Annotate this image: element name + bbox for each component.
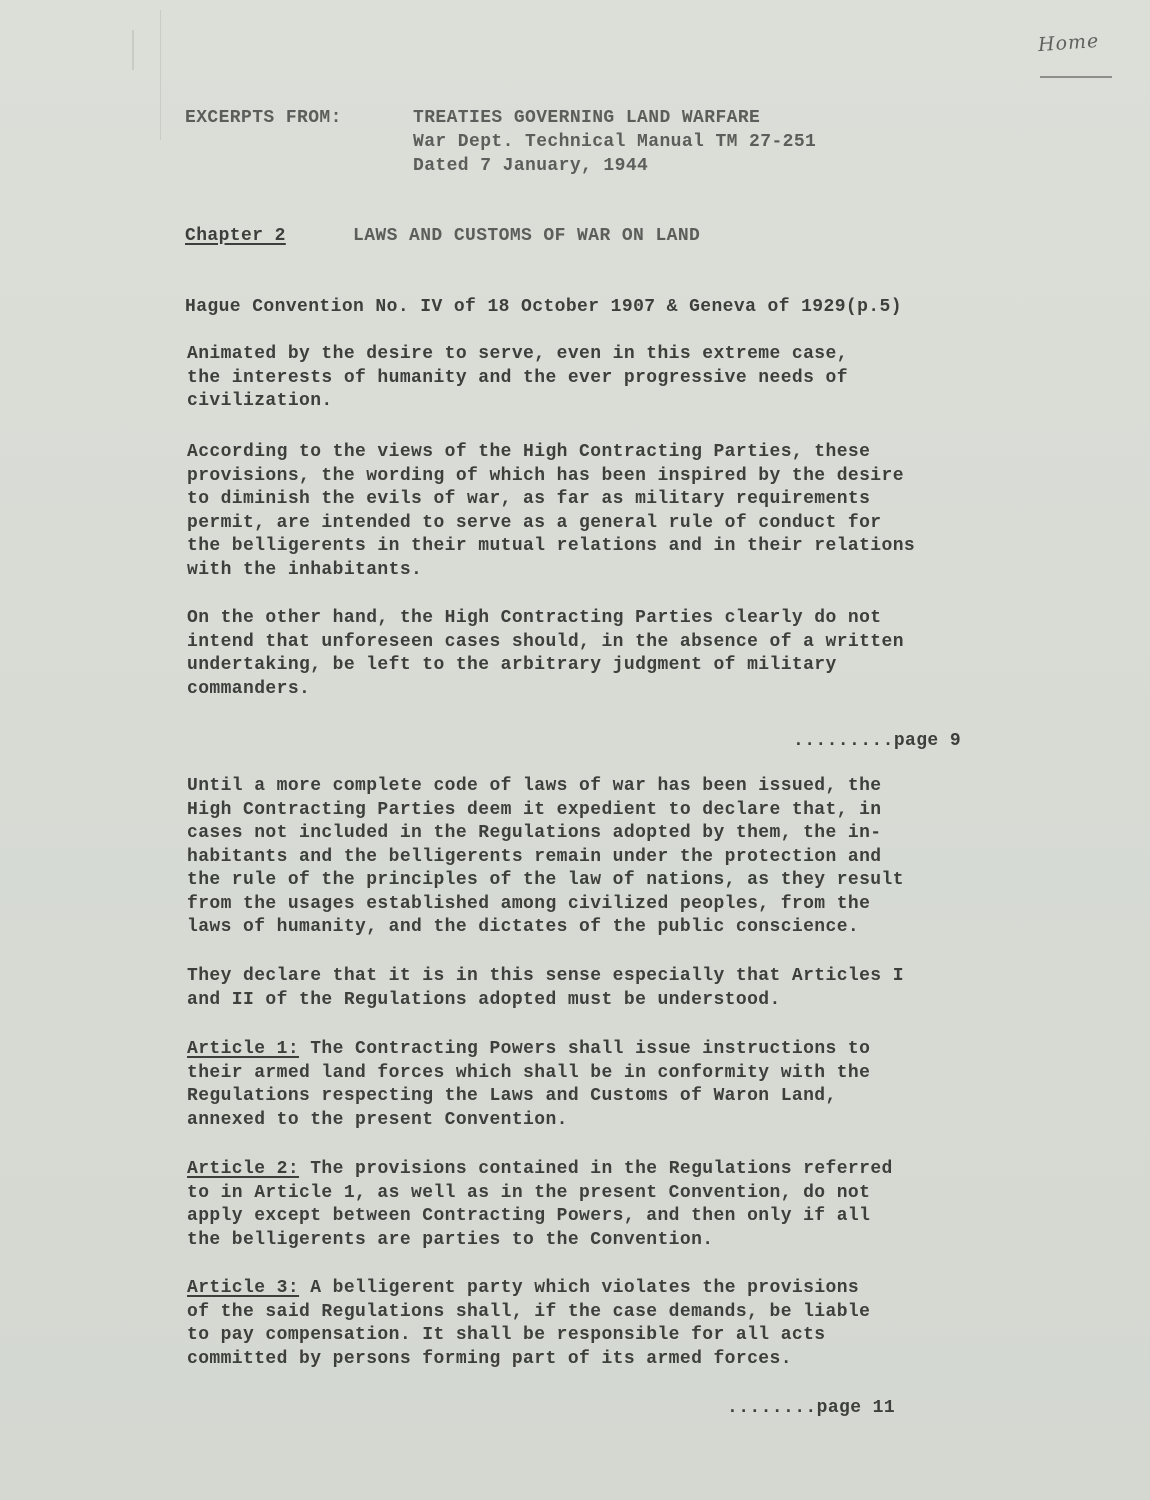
article-label: Article 1:: [187, 1039, 300, 1059]
text-line: A belligerent party which violates the provisions: [310, 1278, 860, 1298]
text-line: intend that unforeseen cases should, in the absence of a written: [187, 631, 904, 652]
article-3: [187, 1277, 870, 1371]
page-reference: .........page 9: [793, 731, 962, 751]
header-line-2: War Dept. Technical Manual TM 27-251: [413, 132, 817, 152]
chapter-title: LAWS AND CUSTOMS OF WAR ON LAND: [353, 226, 701, 246]
text-line: to in Article 1, as well as in the present Convention, do not: [187, 1182, 871, 1203]
handwritten-underline: [1040, 76, 1112, 78]
text-line: commanders.: [187, 678, 311, 699]
text-line: committed by persons forming part of its armed forces.: [187, 1348, 792, 1369]
header-line-3: Dated 7 January, 1944: [413, 156, 649, 176]
text-line: Until a more complete code of laws of war has been issued, the: [187, 776, 882, 796]
article-first-line: [187, 1038, 870, 1062]
convention-line: Hague Convention No. IV of 18 October 1907 & Geneva of 1929(p.5): [185, 297, 902, 317]
text-line: the belligerents are parties to the Convention.: [187, 1229, 714, 1250]
text-line: from the usages established among civilized peoples, from the: [187, 893, 871, 914]
text-line: with the inhabitants.: [187, 559, 423, 580]
text-line: their armed land forces which shall be in conformity with the: [187, 1062, 871, 1083]
scan-mark: [132, 30, 134, 70]
text-line: The Contracting Powers shall issue instructions to: [310, 1039, 871, 1059]
text-line: They declare that it is in this sense especially that Articles I: [187, 966, 904, 986]
scan-mark: [160, 10, 161, 140]
text-line: to pay compensation. It shall be responsible for all acts: [187, 1325, 826, 1345]
article-label: Article 2:: [187, 1159, 300, 1179]
text-line: the rule of the principles of the law of nations, as they result: [187, 870, 904, 890]
article-first-line: [187, 1158, 893, 1182]
text-line: cases not included in the Regulations adopted by them, the in-: [187, 823, 882, 843]
text-line: the belligerents in their mutual relations and in their relations: [187, 536, 916, 556]
text-line: On the other hand, the High Contracting Parties clearly do not: [187, 608, 882, 628]
text-line: Animated by the desire to serve, even in this extreme case,: [187, 344, 848, 364]
paragraph-until: [187, 775, 904, 940]
text-line: civilization.: [187, 391, 333, 411]
text-line: of the said Regulations shall, if the case demands, be liable: [187, 1301, 871, 1322]
excerpts-label: EXCERPTS FROM:: [185, 108, 342, 128]
article-2: [187, 1158, 893, 1252]
header-line-1: TREATIES GOVERNING LAND WARFARE: [413, 108, 761, 128]
handwritten-note: Home: [1037, 29, 1100, 57]
text-line: and II of the Regulations adopted must be understood.: [187, 989, 781, 1010]
paragraph-preamble: [187, 343, 848, 414]
text-line: habitants and the belligerents remain under the protection and: [187, 846, 882, 867]
page-reference: ........page 11: [727, 1398, 896, 1418]
article-first-line: [187, 1277, 870, 1301]
text-line: annexed to the present Convention.: [187, 1109, 568, 1130]
paragraph-other-hand: [187, 607, 904, 701]
paragraph-declare: [187, 965, 904, 1012]
text-line: High Contracting Parties deem it expedient to declare that, in: [187, 799, 882, 820]
text-line: permit, are intended to serve as a general rule of conduct for: [187, 512, 882, 533]
text-line: Regulations respecting the Laws and Customs of Waron Land,: [187, 1086, 837, 1106]
text-line: the interests of humanity and the ever progressive needs of: [187, 367, 848, 388]
text-line: laws of humanity, and the dictates of the public conscience.: [187, 917, 860, 937]
article-1: [187, 1038, 870, 1132]
text-line: provisions, the wording of which has been inspired by the desire: [187, 465, 904, 486]
text-line: to diminish the evils of war, as far as military requirements: [187, 489, 871, 509]
paragraph-views: [187, 441, 915, 582]
text-line: According to the views of the High Contracting Parties, these: [187, 442, 871, 462]
article-label: Article 3:: [187, 1278, 300, 1298]
chapter-label: Chapter 2: [185, 226, 286, 246]
text-line: The provisions contained in the Regulations referred: [310, 1159, 893, 1179]
text-line: apply except between Contracting Powers, and then only if all: [187, 1206, 871, 1226]
text-line: undertaking, be left to the arbitrary judgment of military: [187, 655, 837, 675]
